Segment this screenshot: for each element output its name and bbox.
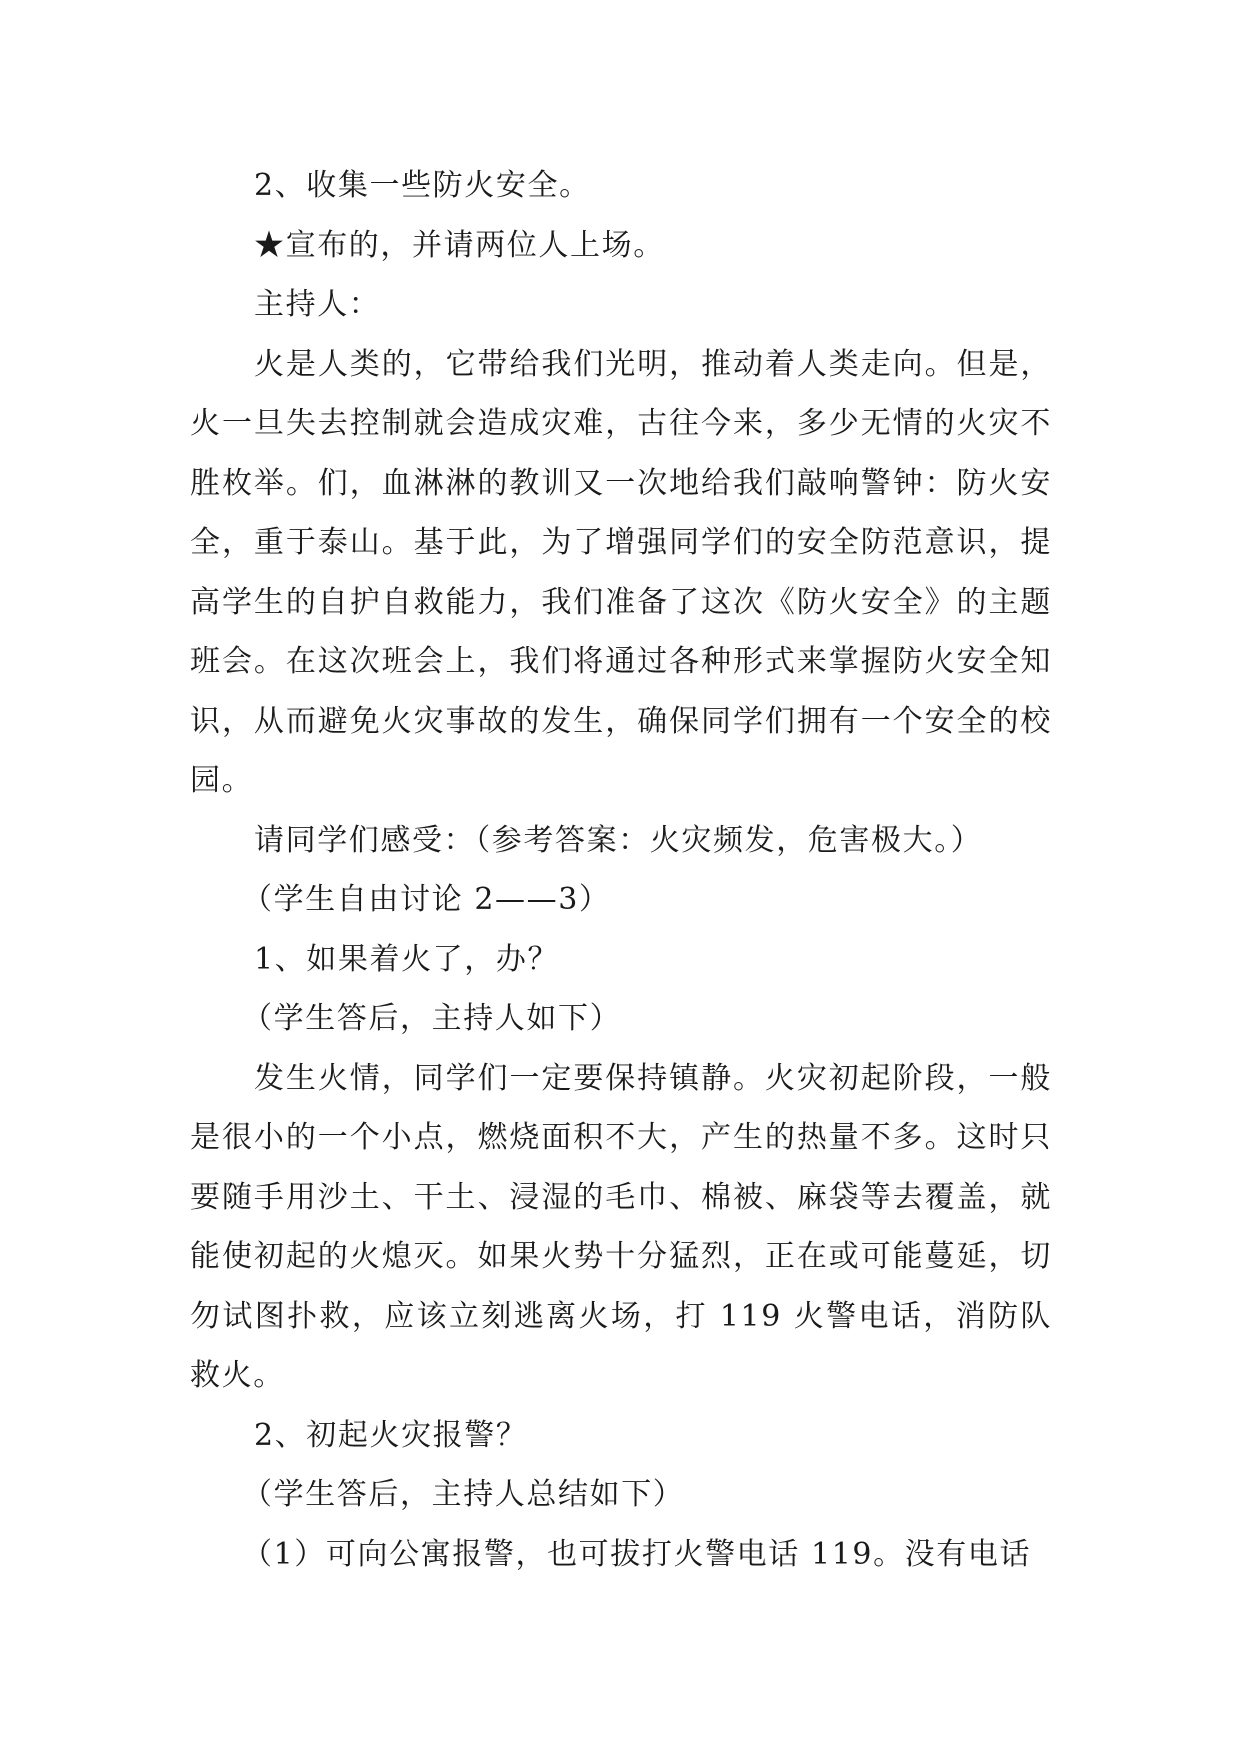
paragraph-9: 发生火情，同学们一定要保持镇静。火灾初起阶段，一般是很小的一个小点，燃烧面积不大，产生的热量不多。这时只要随手用沙土、干土、浸湿的毛巾、棉被、麻袋等去覆盖，就能使初起的火熄灭。如果火势十分猛烈，正在或可能蔓延，切勿试图扑救，应该立刻逃离火场，打 119 火警电话，消防队救火。: [190, 1060, 1052, 1393]
paragraph-3: 主持人：: [254, 287, 381, 322]
paragraph-12: （1）可向公寓报警，也可拔打火警电话 119。没有电话: [242, 1536, 1032, 1572]
paragraph-2: ★宣布的，并请两位人上场。: [254, 227, 665, 263]
document-body: [190, 156, 1052, 1584]
paragraph-5: 请同学们感受：（参考答案：火灾频发，危害极大。）: [254, 822, 983, 858]
paragraph-1: 2、收集一些防火安全。: [254, 168, 591, 203]
paragraph-4: 火是人类的，它带给我们光明，推动着人类走向。但是，火一旦失去控制就会造成灾难，古往今来，多少无情的火灾不胜枚举。们，血淋淋的教训又一次地给我们敲响警钟：防火安全，重于泰山。基于此，为了增强同学们的安全防范意识，提高学生的自护自救能力，我们准备了这次《防火安全》的主题班会。在这次班会上，我们将通过各种形式来掌握防火安全知识，从而避免火灾事故的发生，确保同学们拥有一个安全的校园。: [190, 346, 1052, 798]
paragraph-11: （学生答后，主持人总结如下）: [242, 1477, 685, 1512]
paragraph-7: 1、如果着火了，办？: [254, 941, 560, 977]
paragraph-8: （学生答后，主持人如下）: [242, 1001, 622, 1036]
paragraph-10: 2、初起火灾报警？: [254, 1417, 528, 1453]
paragraph-6: （学生自由讨论 2——3）: [242, 882, 611, 917]
